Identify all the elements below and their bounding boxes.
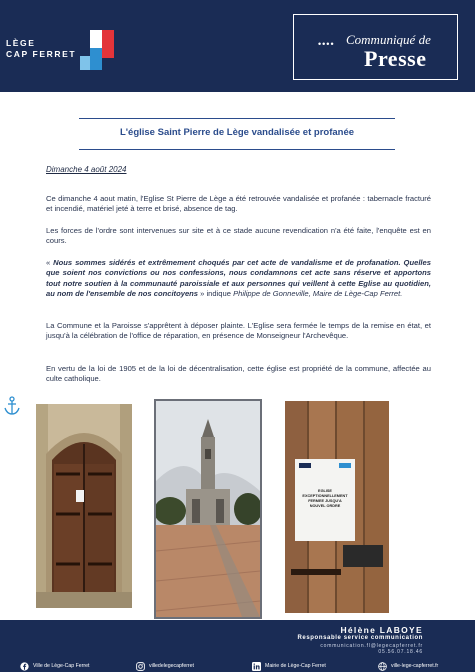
logo-line-2: CAP FERRET <box>6 49 77 59</box>
facebook-link[interactable]: Ville de Lège-Cap Ferret <box>20 661 89 671</box>
contact-name: Hélène LABOYE <box>340 625 423 635</box>
mayor-quote: Nous sommes sidérés et extrêmement choqués par cet acte de vandalisme et de profanation. Quelles que soient nos convictions ou nos confessions, nous condamnons cet acte sans réserve et apportons tout notre soutien à la communauté paroissiale et aux personnes qui veillent à cette Eglise au quotidien, au nom de l'ensemble de nos concitoyens <box>46 258 431 299</box>
instagram-icon <box>136 662 145 671</box>
quote-attribution: Philippe de Gonneville, Maire de Lège-Cap Ferret. <box>233 289 403 299</box>
article-date: Dimanche 4 août 2024 <box>46 165 127 174</box>
globe-icon <box>378 662 387 671</box>
contact-role: Responsable service communication <box>297 635 423 641</box>
paragraph-1: Ce dimanche 4 aout matin, l'Eglise St Pierre de Lège a été retrouvée vandalisée et profanée : tabernacle fracturé et incendié, matériel jeté à terre et brisé, absence de tag. <box>46 194 431 214</box>
town-logo-mark <box>80 30 114 70</box>
footer-banner <box>0 620 475 672</box>
paragraph-2: Les forces de l'ordre sont intervenues sur site et à ce stade aucune revendication n'a été faite, l'enquête est en cours. <box>46 226 431 246</box>
closure-notice-text: EGLISE EXCEPTIONNELLEMENT FERMEE JUSQU'A NOUVEL ORDRE <box>302 489 348 508</box>
linkedin-link[interactable]: Mairie de Lège-Cap Ferret <box>252 661 326 671</box>
facebook-icon <box>20 662 29 671</box>
paragraph-5: En vertu de la loi de 1905 et de la loi de décentralisation, cette église est propriété de la commune, affectée au culte catholique. <box>46 364 431 384</box>
article-title: L'église Saint Pierre de Lège vandalisée et profanée <box>119 127 355 138</box>
contact-phone: 05.56.07.18.46 <box>378 649 423 655</box>
linkedin-icon <box>252 662 261 671</box>
anchor-icon <box>3 396 21 416</box>
logo-line-1: LÈGE <box>6 38 36 48</box>
press-label-small: Communiqué de <box>346 32 431 47</box>
contact-email[interactable]: communication.fl@legecapferret.fr <box>320 643 423 649</box>
press-release-badge <box>293 14 458 80</box>
church-door-photo <box>36 404 132 608</box>
paragraph-quote: « Nous sommes sidérés et extrêmement choqués par cet acte de vandalisme et de profanation. Quelles que soient nos convictions ou nos confessions, nous condamnons cet acte sans réserve et apportons tout notre soutien à la communauté paroissiale et aux personnes qui veillent à cette Eglise au quotidien, au nom de l'ensemble de nos concitoyens » indique Philippe de Gonneville, Maire de Lège-Cap Ferret. <box>46 258 431 299</box>
town-logo-text <box>6 38 76 60</box>
instagram-link[interactable]: villedelegecapferret <box>136 661 194 671</box>
title-rule-bottom <box>79 149 395 150</box>
website-link[interactable]: ville-lege-capferret.fr <box>378 661 438 671</box>
press-dots: •••• <box>318 39 335 49</box>
closure-notice-photo <box>285 401 389 613</box>
church-exterior-photo <box>154 399 262 619</box>
header-banner <box>0 0 475 92</box>
paragraph-4: La Commune et la Paroisse s'apprêtent à déposer plainte. L'Eglise sera fermée le temps de la remise en état, et jusqu'à la célébration de l'office de réparation, en présence de Monseigneur l'Archevêque. <box>46 321 431 341</box>
title-rule-top <box>79 118 395 119</box>
press-label-big: Presse <box>364 46 427 71</box>
